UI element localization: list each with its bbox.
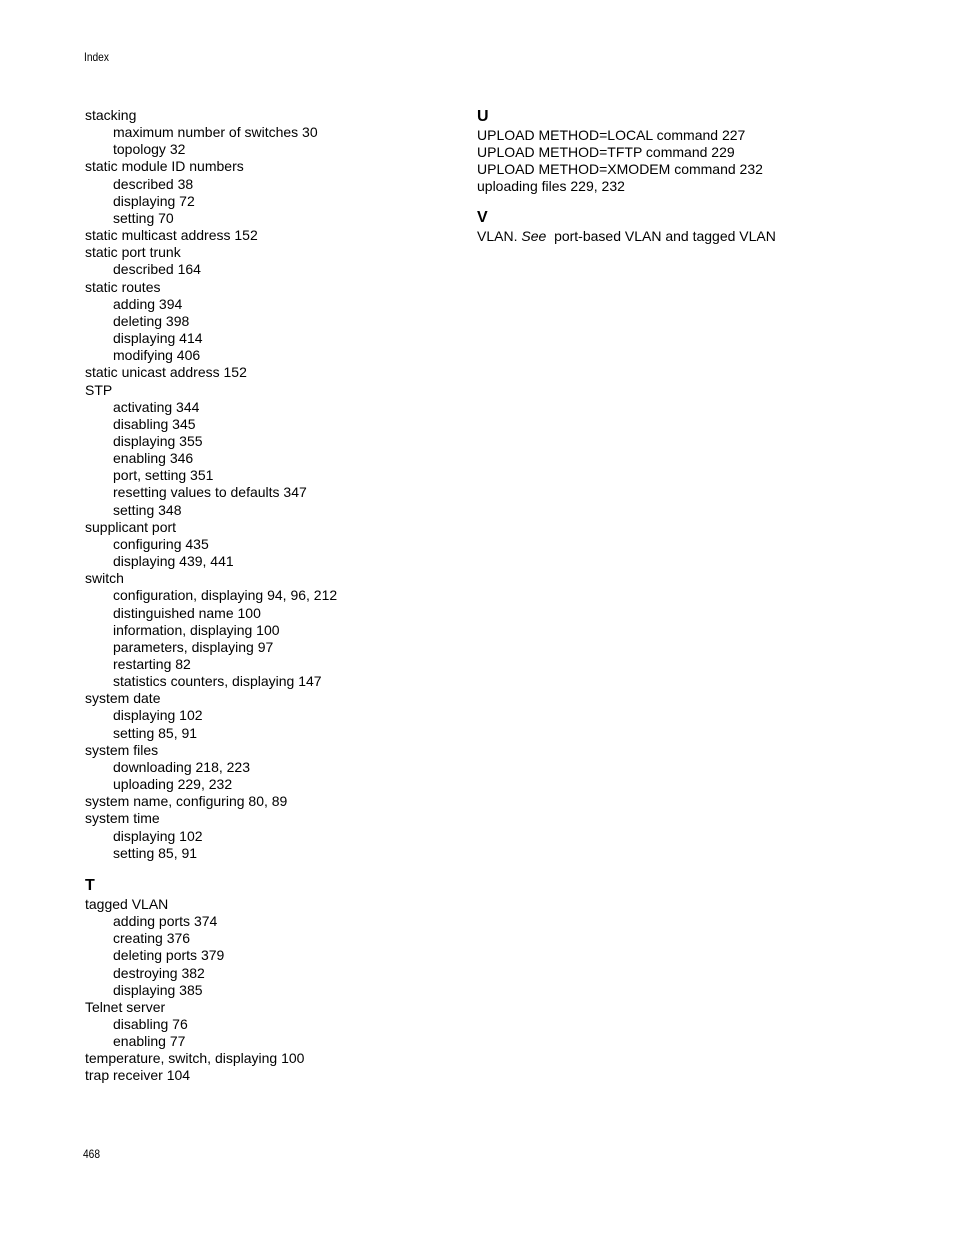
index-subentry: port, setting 351 [113,467,214,484]
index-column-left [85,107,455,1085]
index-entry: trap receiver 104 [85,1067,191,1084]
index-subentry: setting 348 [113,501,182,518]
index-subentry: displaying 102 [113,827,203,844]
index-entry: static unicast address 152 [85,364,247,381]
index-subentry: configuring 435 [113,535,209,552]
index-entry: stacking [85,107,137,123]
index-subentry: configuration, displaying 94, 96, 212 [113,587,338,604]
index-entry: static routes [85,278,161,295]
index-entry: UPLOAD METHOD=TFTP command 229 [477,144,735,161]
index-subentry: maximum number of switches 30 [113,124,318,141]
index-subentry: topology 32 [113,141,186,158]
index-subentry: described 38 [113,175,194,192]
index-entry: switch [85,570,124,587]
index-subentry: modifying 406 [113,347,201,364]
index-entry: UPLOAD METHOD=XMODEM command 232 [477,161,763,178]
index-subentry: enabling 77 [113,1033,186,1050]
index-entry: STP [85,381,113,398]
index-entry [477,228,897,245]
index-entry: system time [85,810,160,827]
index-subentry: disabling 76 [113,1015,188,1032]
see-reference-label: See [521,227,547,244]
index-subentry: deleting 398 [113,312,190,329]
index-subentry: displaying 102 [113,707,203,724]
page-number: 468 [83,1147,101,1161]
index-subentry: setting 85, 91 [113,724,198,741]
index-subentry: destroying 382 [113,964,205,981]
index-subentry: displaying 439, 441 [113,553,234,570]
index-entry: supplicant port [85,518,177,535]
index-entry: static module ID numbers [85,158,244,175]
index-subentry: distinguished name 100 [113,604,261,621]
index-subentry: resetting values to defaults 347 [113,484,307,501]
running-header: Index [84,50,109,64]
index-subentry: restarting 82 [113,656,191,672]
index-subentry: setting 85, 91 [113,844,198,861]
index-entry: uploading files 229, 232 [477,178,625,195]
index-subentry: displaying 414 [113,330,203,347]
index-subentry: creating 376 [113,930,191,947]
index-subentry: setting 70 [113,209,174,226]
index-subentry: deleting ports 379 [113,947,225,964]
index-entry-term: VLAN. [477,227,522,244]
index-section-letter: T [85,876,95,894]
index-column-right [477,107,897,245]
index-entry: static multicast address 152 [85,227,258,244]
index-entry: system files [85,741,159,758]
index-section-letter: V [477,208,488,226]
index-entry: temperature, switch, displaying 100 [85,1050,305,1067]
index-section-letter: U [477,108,489,125]
index-subentry: described 164 [113,261,201,278]
index-subentry: activating 344 [113,398,200,415]
index-entry: tagged VLAN [85,895,169,912]
index-subentry: downloading 218, 223 [113,758,251,775]
index-subentry: adding ports 374 [113,913,218,930]
index-subentry: enabling 346 [113,450,194,467]
index-entry: static port trunk [85,244,181,261]
index-subentry: displaying 385 [113,981,203,998]
index-subentry: uploading 229, 232 [113,776,233,793]
index-subentry: disabling 345 [113,415,196,432]
index-entry: UPLOAD METHOD=LOCAL command 227 [477,127,746,143]
see-reference-target: port-based VLAN and tagged VLAN [554,227,776,244]
index-subentry: adding 394 [113,295,183,312]
index-entry: system date [85,690,161,707]
index-subentry: displaying 72 [113,192,195,209]
index-subentry: statistics counters, displaying 147 [113,673,322,690]
index-subentry: displaying 355 [113,432,203,449]
index-entry: Telnet server [85,998,166,1015]
index-subentry: information, displaying 100 [113,621,280,638]
index-subentry: parameters, displaying 97 [113,638,274,655]
index-entry: system name, configuring 80, 89 [85,793,288,810]
